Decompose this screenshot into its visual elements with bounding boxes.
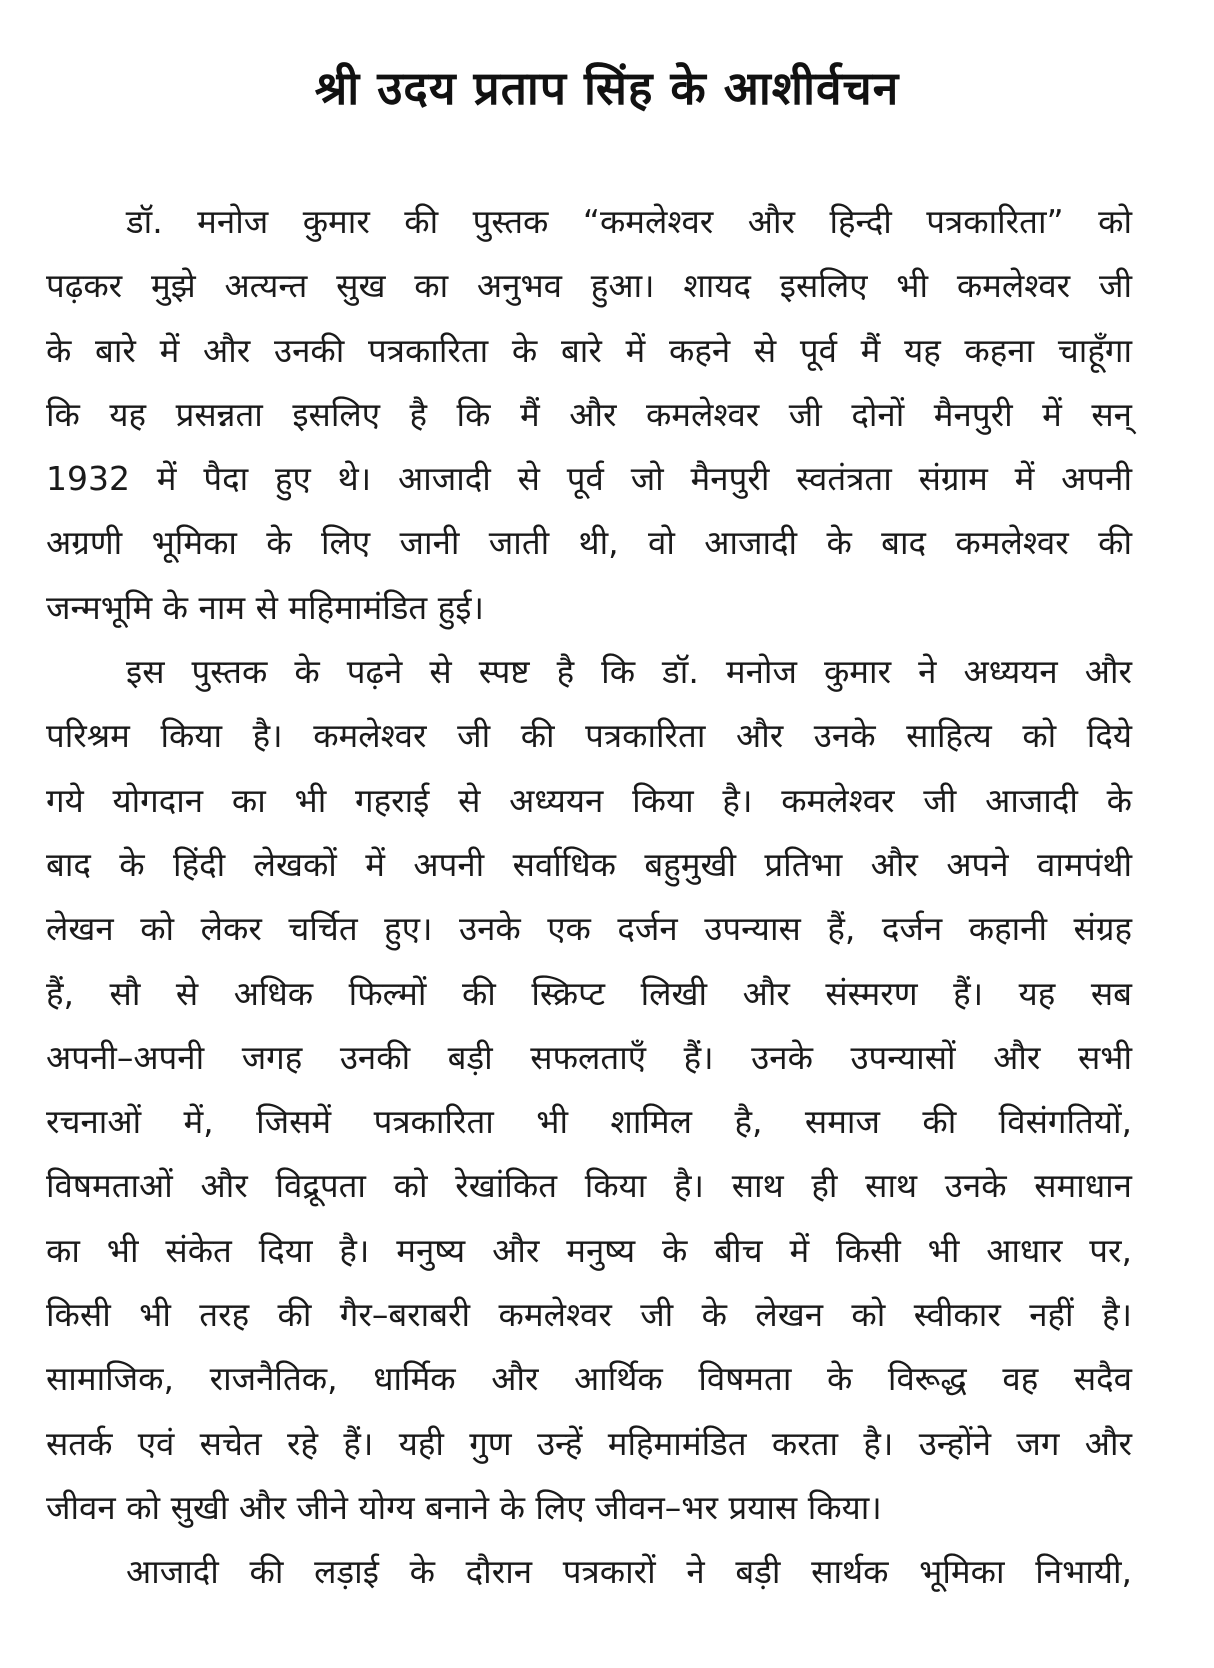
text-line: परिश्रम किया है। कमलेश्वर जी की पत्रकारिता और उनके साहित्य को दिये bbox=[46, 716, 1132, 756]
text-line: इस पुस्तक के पढ़ने से स्पष्ट है कि डॉ. मनोज कुमार ने अध्ययन और bbox=[126, 652, 1132, 692]
text-line: अपनी–अपनी जगह उनकी बड़ी सफलताएँ हैं। उनके उपन्यासों और सभी bbox=[46, 1037, 1132, 1077]
text-line: गये योगदान का भी गहराई से अध्ययन किया है। कमलेश्वर जी आजादी के bbox=[46, 780, 1132, 820]
paragraph-3 bbox=[46, 1540, 1132, 1604]
text-line: जीवन को सुखी और जीने योग्य बनाने के लिए जीवन–भर प्रयास किया। bbox=[46, 1487, 882, 1527]
text-line: बाद के हिंदी लेखकों में अपनी सर्वाधिक बहुमुखी प्रतिभा और अपने वामपंथी bbox=[46, 844, 1132, 884]
text-line: 1932 में पैदा हुए थे। आजादी से पूर्व जो मैनपुरी स्वतंत्रता संग्राम में अपनी bbox=[46, 459, 1132, 499]
text-line: आजादी की लड़ाई के दौरान पत्रकारों ने बड़ी सार्थक भूमिका निभायी, bbox=[126, 1552, 1132, 1592]
text-line: कि यह प्रसन्नता इसलिए है कि मैं और कमलेश्वर जी दोनों मैनपुरी में सन् bbox=[46, 394, 1132, 434]
text-line: डॉ. मनोज कुमार की पुस्तक “कमलेश्वर और हिन्दी पत्रकारिता” को bbox=[126, 202, 1132, 241]
text-line: अग्रणी भूमिका के लिए जानी जाती थी, वो आजादी के बाद कमलेश्वर की bbox=[46, 523, 1132, 563]
text-line: सामाजिक, राजनैतिक, धार्मिक और आर्थिक विषमता के विरूद्ध वह सदैव bbox=[46, 1359, 1132, 1399]
text-line: विषमताओं और विद्रूपता को रेखांकित किया है। साथ ही साथ उनके समाधान bbox=[46, 1166, 1132, 1206]
page-title: श्री उदय प्रताप सिंह के आशीर्वचन bbox=[314, 60, 900, 115]
document-body bbox=[46, 190, 1132, 1605]
text-line: रचनाओं में, जिसमें पत्रकारिता भी शामिल है, समाज की विसंगतियों, bbox=[46, 1102, 1132, 1142]
text-line: का भी संकेत दिया है। मनुष्य और मनुष्य के बीच में किसी भी आधार पर, bbox=[46, 1230, 1132, 1270]
text-line: के बारे में और उनकी पत्रकारिता के बारे में कहने से पूर्व मैं यह कहना चाहूँगा bbox=[46, 330, 1132, 370]
paragraph-2 bbox=[46, 640, 1132, 1540]
text-line: हैं, सौ से अधिक फिल्मों की स्क्रिप्ट लिखी और संस्मरण हैं। यह सब bbox=[46, 973, 1132, 1013]
text-line: सतर्क एवं सचेत रहे हैं। यही गुण उन्हें महिमामंडित करता है। उन्होंने जग और bbox=[46, 1423, 1132, 1463]
text-line: पढ़कर मुझे अत्यन्त सुख का अनुभव हुआ। शायद इसलिए भी कमलेश्वर जी bbox=[46, 266, 1132, 306]
paragraph-1 bbox=[46, 190, 1132, 640]
text-line: किसी भी तरह की गैर–बराबरी कमलेश्वर जी के लेखन को स्वीकार नहीं है। bbox=[46, 1295, 1132, 1335]
text-line: जन्मभूमि के नाम से महिमामंडित हुई। bbox=[46, 587, 484, 627]
text-line: लेखन को लेकर चर्चित हुए। उनके एक दर्जन उपन्यास हैं, दर्जन कहानी संग्रह bbox=[46, 909, 1132, 949]
